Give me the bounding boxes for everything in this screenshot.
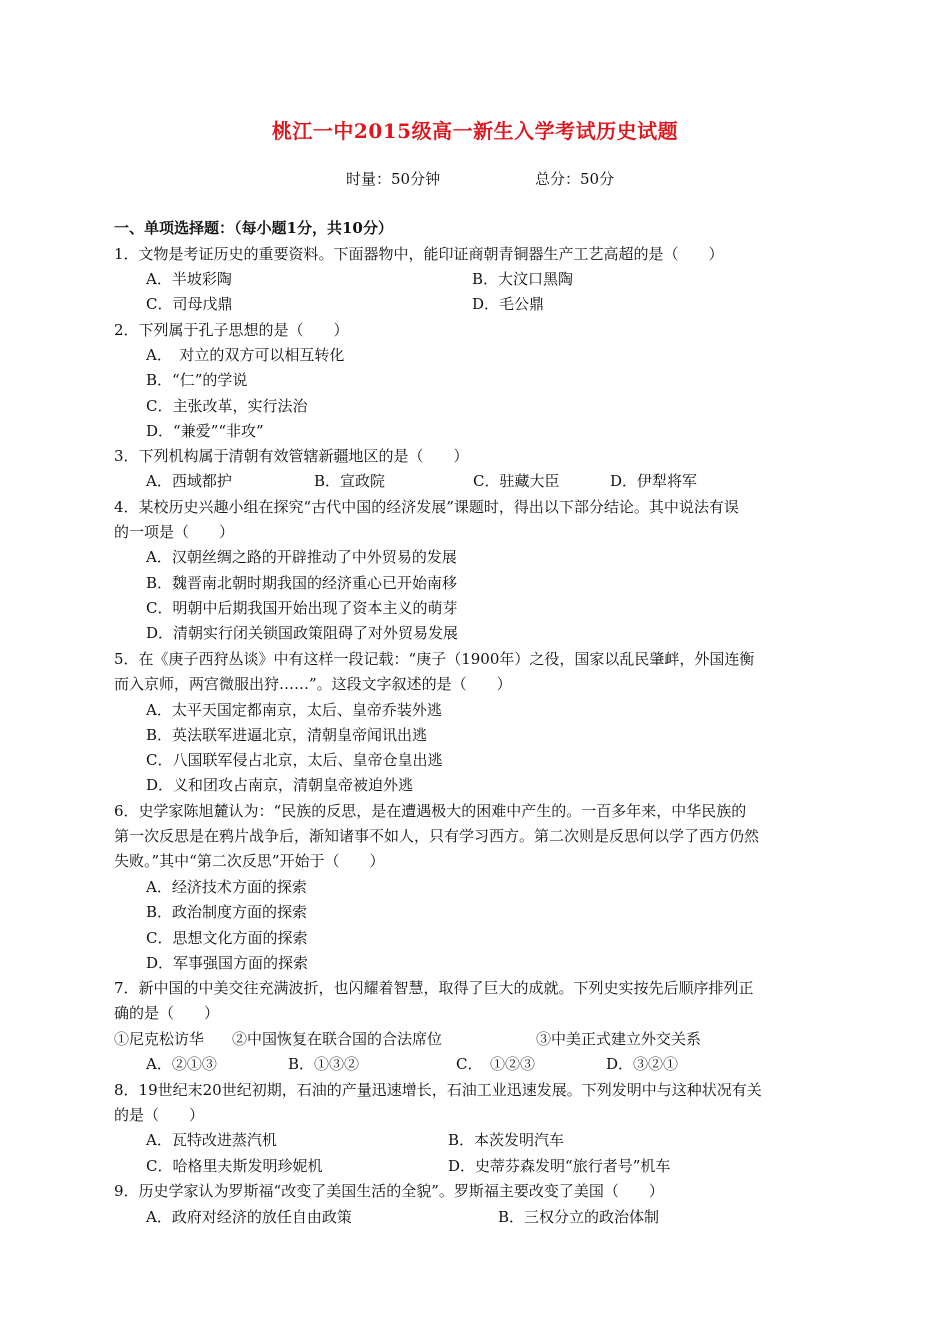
question-7-stem-cont: 确的是（ ） xyxy=(114,1004,220,1022)
question-4-option-c: C．明朝中后期我国开始出现了资本主义的萌芽 xyxy=(146,599,458,617)
question-5-option-d: D．义和团攻占南京，清朝皇帝被迫外逃 xyxy=(146,776,414,794)
question-4-stem-cont: 的一项是（ ） xyxy=(114,523,235,541)
question-8-option-b: B．本茨发明汽车 xyxy=(448,1131,565,1149)
question-5-option-b: B．英法联军进逼北京，清朝皇帝闻讯出逃 xyxy=(146,726,428,744)
question-5-option-a: A．太平天国定都南京，太后、皇帝乔装外逃 xyxy=(146,701,442,719)
question-6-option-a: A．经济技术方面的探索 xyxy=(146,878,307,896)
question-1-option-a: A．半坡彩陶 xyxy=(146,270,232,288)
question-8-option-d: D．史蒂芬森发明“旅行者号”机车 xyxy=(448,1157,671,1175)
question-7-option-a: A．②①③ xyxy=(146,1055,217,1073)
question-6-stem-cont: 第一次反思是在鸦片战争后，渐知诸事不如人，只有学习西方。第二次则是反思何以学了西方仍然 xyxy=(114,827,760,845)
exam-duration: 时量：50分钟 xyxy=(346,170,441,188)
question-4-stem: 4．某校历史兴趣小组在探究“古代中国的经济发展”课题时，得出以下部分结论。其中说法有误 xyxy=(114,498,739,516)
exam-title: 桃江一中2015级高一新生入学考试历史试题 xyxy=(271,119,679,143)
question-9-stem: 9．历史学家认为罗斯福“改变了美国生活的全貌”。罗斯福主要改变了美国（ ） xyxy=(114,1182,664,1200)
question-8-option-a: A．瓦特改进蒸汽机 xyxy=(146,1131,277,1149)
question-6-option-b: B．政治制度方面的探索 xyxy=(146,903,308,921)
question-7-option-b: B．①③② xyxy=(288,1055,360,1073)
question-7-event-1: ①尼克松访华 xyxy=(114,1030,205,1048)
question-5-option-c: C．八国联军侵占北京，太后、皇帝仓皇出逃 xyxy=(146,751,443,769)
question-3-option-d: D．伊犁将军 xyxy=(610,472,698,490)
question-5-stem: 5．在《庚子西狩丛谈》中有这样一段记载：“庚子（1900年）之役，国家以乱民肇衅，外国连衡 xyxy=(114,650,755,668)
question-3-stem: 3．下列机构属于清朝有效管辖新疆地区的是（ ） xyxy=(114,447,469,465)
question-9-option-b: B．三权分立的政治体制 xyxy=(498,1208,660,1226)
question-6-option-d: D．军事强国方面的探索 xyxy=(146,954,309,972)
question-9-option-a: A．政府对经济的放任自由政策 xyxy=(146,1208,352,1226)
question-6-stem-cont-2: 失败。”其中“第二次反思”开始于（ ） xyxy=(114,852,385,870)
question-1-option-b: B．大汶口黑陶 xyxy=(472,270,574,288)
question-2-option-d: D．“兼爱”“非攻” xyxy=(146,422,264,440)
question-2-option-b: B．“仁”的学说 xyxy=(146,371,248,389)
question-8-stem-cont: 的是（ ） xyxy=(114,1106,205,1124)
question-6-stem: 6．史学家陈旭麓认为：“民族的反思，是在遭遇极大的困难中产生的。一百多年来，中华民族的 xyxy=(114,802,747,820)
section-heading: 一、单项选择题：（每小题1分，共10分） xyxy=(114,219,393,237)
question-4-option-d: D．清朝实行闭关锁国政策阻碍了对外贸易发展 xyxy=(146,624,459,642)
question-2-option-c: C．主张改革，实行法治 xyxy=(146,397,308,415)
question-8-stem: 8．19世纪末20世纪初期，石油的产量迅速增长，石油工业迅速发展。下列发明中与这种状况有关 xyxy=(114,1081,762,1099)
question-1-stem: 1．文物是考证历史的重要资料。下面器物中，能印证商朝青铜器生产工艺高超的是（ ） xyxy=(114,245,724,263)
question-7-option-c: C． ①②③ xyxy=(456,1055,535,1073)
question-7-event-3: ③中美正式建立外交关系 xyxy=(536,1030,702,1048)
question-4-option-b: B．魏晋南北朝时期我国的经济重心已开始南移 xyxy=(146,574,458,592)
question-1-option-d: D．毛公鼎 xyxy=(472,295,545,313)
question-2-stem: 2．下列属于孔子思想的是（ ） xyxy=(114,321,349,339)
question-3-option-b: B．宣政院 xyxy=(314,472,386,490)
question-6-option-c: C．思想文化方面的探索 xyxy=(146,929,308,947)
question-7-event-2: ②中国恢复在联合国的合法席位 xyxy=(232,1030,443,1048)
question-7-option-d: D．③②① xyxy=(606,1055,679,1073)
question-3-option-c: C．驻藏大臣 xyxy=(473,472,560,490)
question-4-option-a: A．汉朝丝绸之路的开辟推动了中外贸易的发展 xyxy=(146,548,457,566)
question-8-option-c: C．哈格里夫斯发明珍妮机 xyxy=(146,1157,323,1175)
question-5-stem-cont: 而入京师，两宫微服出狩……”。这段文字叙述的是（ ） xyxy=(114,675,512,693)
question-7-stem: 7．新中国的中美交往充满波折，也闪耀着智慧，取得了巨大的成就。下列史实按先后顺序排列正 xyxy=(114,979,754,997)
exam-total-score: 总分：50分 xyxy=(535,170,615,188)
question-3-option-a: A．西域都护 xyxy=(146,472,232,490)
question-1-option-c: C．司母戊鼎 xyxy=(146,295,233,313)
question-2-option-a: A． 对立的双方可以相互转化 xyxy=(146,346,345,364)
